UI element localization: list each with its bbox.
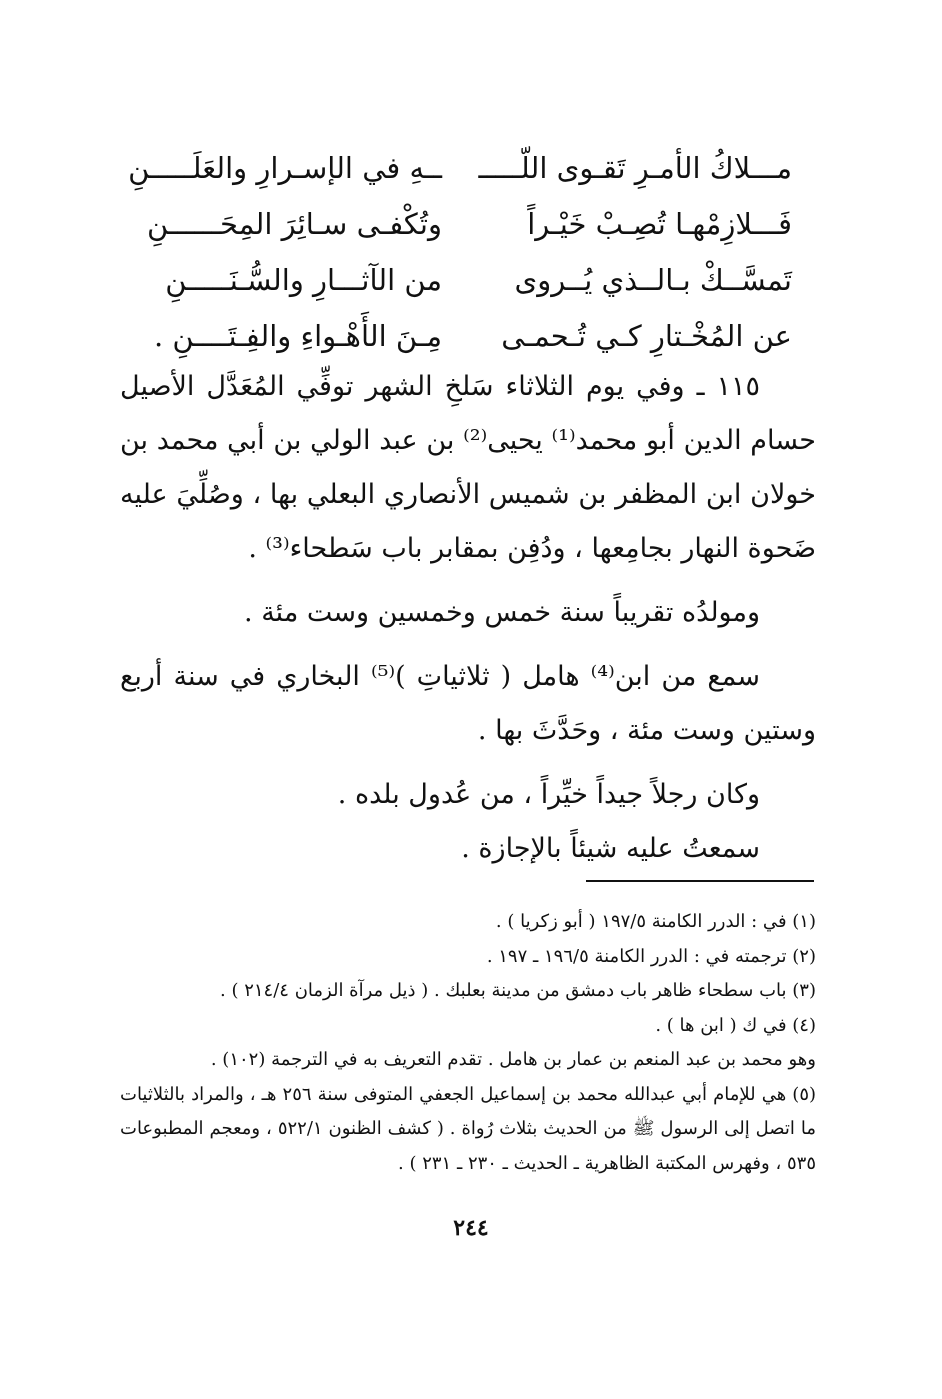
- poem-block: [124, 140, 792, 364]
- entry-paragraph: سمعتُ عليه شيئاً بالإجازة .: [461, 833, 760, 864]
- entry-paragraph: سمع من ابن⁽⁴⁾ هامل ( ثلاثياتِ )⁽⁵⁾ البخاري في سنة أربع وستين وست مئة ، وحَدَّثَ بها .: [120, 661, 816, 746]
- poem-verse: [124, 308, 792, 364]
- page-number: ٢٤٤: [453, 1215, 489, 1241]
- poem-verse: [124, 140, 792, 196]
- poem-verse: [124, 196, 792, 252]
- footnote: (١) في : الدرر الكامنة ١٩٧/٥ ( أبو زكريا ) .: [495, 911, 816, 932]
- footnote: (٣) باب سطحاء ظاهر باب دمشق من مدينة بعلبك . ( ذيل مرآة الزمان ٢١٤/٤ ) .: [220, 980, 816, 1001]
- poem-verse: [124, 252, 792, 308]
- entry-paragraph: ومولدُه تقريباً سنة خمس وخمسين وست مئة .: [244, 597, 760, 628]
- footnote-separator: [586, 880, 814, 882]
- footnote: (٤) في ك ( ابن ها ) .: [655, 1014, 816, 1036]
- poem-first-hemistich: فَـــلازِمْهـا تُصِـبْ خَيْـراً: [527, 207, 792, 241]
- entry-paragraph: وكان رجلاً جيداً خيِّراً ، من عُدول بلده .: [337, 779, 760, 810]
- poem-second-hemistich: مِـنَ الأَهْـواءِ والفِـتَــــنِ .: [153, 319, 442, 353]
- entry-paragraph: ١١٥ ـ وفي يوم الثلاثاء سَلخِ الشهر توفِّي المُعَدَّل الأصيل حسام الدين أبو محمد⁽¹⁾ يحيى⁽²⁾ بن عبد الولي بن أبي محمد بن خولان ابن المظفر بن شميس الأنصاري البعلي بها ، وصُلِّيَ عليه ضَحوة النهار بجامِعها ، ودُفِن بمقابر باب سَطحاء⁽³⁾ .: [120, 371, 816, 564]
- poem-first-hemistich: عن المُخْـتارِ كـي تُـحمـى: [501, 319, 792, 353]
- poem-first-hemistich: تَمسَّــكْ بـالــذي يُــروى: [514, 263, 792, 297]
- footnote: (٥) هي للإمام أبي عبدالله محمد بن إسماعيل الجعفي المتوفى سنة ٢٥٦ هـ ، والمراد بالثلاثيات ما اتصل إلى الرسول ﷺ من الحديث بثلاث رُواة . ( كشف الظنون ٥٢٢/١ ، ومعجم المطبوعات ٥٣٥ ، وفهرس المكتبة الظاهرية ـ الحديث ـ ٢٣٠ ـ ٢٣١ ) .: [120, 1083, 817, 1174]
- poem-second-hemistich: وتُكْفـى سـائِرَ المِحَــــــنِ: [147, 207, 442, 241]
- footnote: (٢) ترجمته في : الدرر الكامنة ١٩٦/٥ ـ ١٩٧ .: [486, 945, 816, 967]
- biography-entry: [120, 360, 816, 876]
- footnotes: [120, 905, 816, 1181]
- poem-first-hemistich: مـــلاكُ الأمـرِ تَقـوى اللّـــــ: [478, 151, 792, 185]
- poem-second-hemistich: ــهِ في الإسـرارِ والعَلَـــــنِ: [128, 151, 442, 185]
- footnote: وهو محمد بن عبد المنعم بن عمار بن هامل . تقدم التعريف به في الترجمة (١٠٢) .: [210, 1049, 816, 1070]
- poem-second-hemistich: من الآثـــارِ والسُّـنَـــــنِ: [165, 263, 442, 297]
